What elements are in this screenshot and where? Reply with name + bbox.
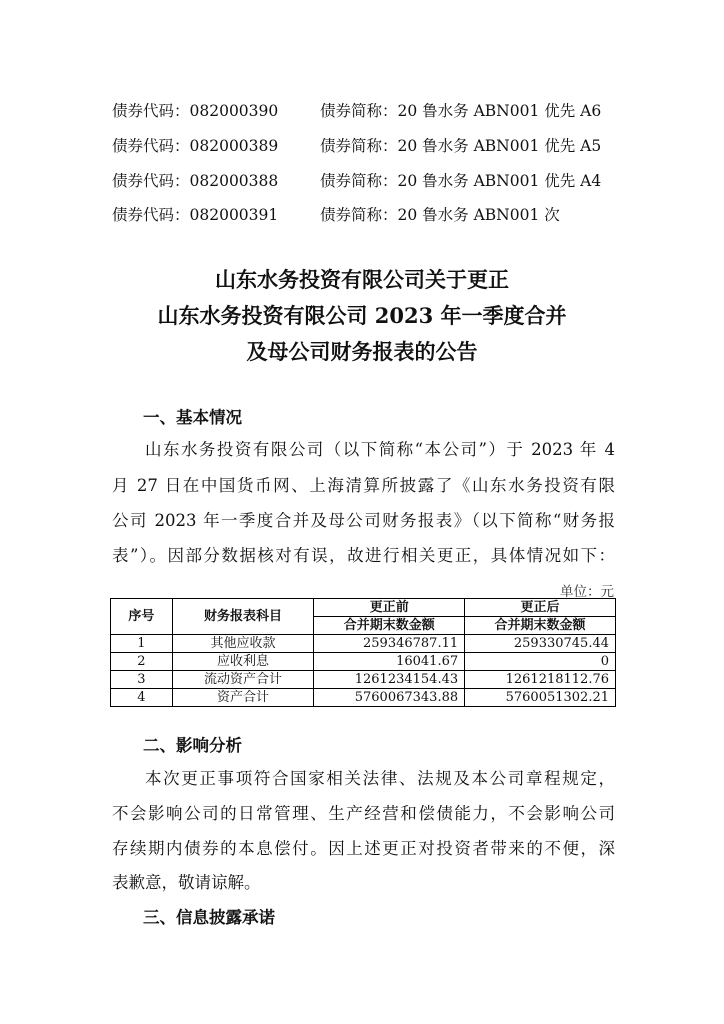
bond-name: 债券简称：20 鲁水务 ABN001 优先 A4 [320,172,602,190]
cell-item: 资产合计 [172,689,313,707]
bond-code: 债券代码：082000390 [112,102,279,120]
subheader-after: 合并期末数金额 [465,617,616,635]
paragraph-line: 月 27 日在中国货币网、上海清算所披露了《山东水务投资有限 [112,476,615,495]
cell-before: 1261234154.43 [314,671,465,689]
cell-item: 应收利息 [172,653,313,671]
cell-seq: 2 [111,653,173,671]
cell-after: 259330745.44 [465,635,616,653]
table-row [111,653,616,671]
cell-after: 5760051302.21 [465,689,616,707]
bond-code: 债券代码：082000389 [112,137,279,155]
page-title: 及母公司财务报表的公告 [246,339,478,364]
header-after: 更正后 [465,599,616,617]
cell-after: 0 [465,653,616,671]
cell-before: 5760067343.88 [314,689,465,707]
financial-table [110,598,616,707]
table-row [111,671,616,689]
bond-name: 债券简称：20 鲁水务 ABN001 次 [320,206,560,224]
cell-item: 其他应收款 [172,635,313,653]
paragraph-line: 不会影响公司的日常管理、生产经营和偿债能力，不会影响公司 [112,804,615,823]
paragraph-line: 表”）。因部分数据核对有误，故进行相关更正，具体情况如下： [112,546,615,565]
unit-label: 单位：元 [560,584,614,600]
paragraph-line: 山东水务投资有限公司（以下简称“本公司”）于 2023 年 4 [145,440,615,459]
section-heading: 二、影响分析 [143,736,242,755]
paragraph-line: 表歉意，敬请谅解。 [112,873,261,892]
bond-code: 债券代码：082000388 [112,172,279,190]
bond-name: 债券简称：20 鲁水务 ABN001 优先 A6 [320,102,602,120]
cell-after: 1261218112.76 [465,671,616,689]
cell-seq: 3 [111,671,173,689]
section-heading: 三、信息披露承诺 [143,908,275,927]
table-row [111,635,616,653]
bond-name: 债券简称：20 鲁水务 ABN001 优先 A5 [320,137,602,155]
cell-before: 16041.67 [314,653,465,671]
paragraph-line: 存续期内债券的本息偿付。因上述更正对投资者带来的不便，深 [112,839,615,858]
bond-code: 债券代码：082000391 [112,206,279,224]
cell-item: 流动资产合计 [172,671,313,689]
paragraph-line: 本次更正事项符合国家相关法律、法规及本公司章程规定， [145,769,615,788]
cell-seq: 1 [111,635,173,653]
page-title: 山东水务投资有限公司关于更正 [215,267,509,292]
header-before: 更正前 [314,599,465,617]
header-seq: 序号 [111,599,173,635]
subheader-before: 合并期末数金额 [314,617,465,635]
cell-seq: 4 [111,689,173,707]
cell-before: 259346787.11 [314,635,465,653]
section-heading: 一、基本情况 [143,408,242,427]
page-title: 山东水务投资有限公司 2023 年一季度合并 [157,303,567,328]
header-item: 财务报表科目 [172,599,313,635]
table-row [111,689,616,707]
paragraph-line: 公司 2023 年一季度合并及母公司财务报表》（以下简称“财务报 [112,511,615,530]
